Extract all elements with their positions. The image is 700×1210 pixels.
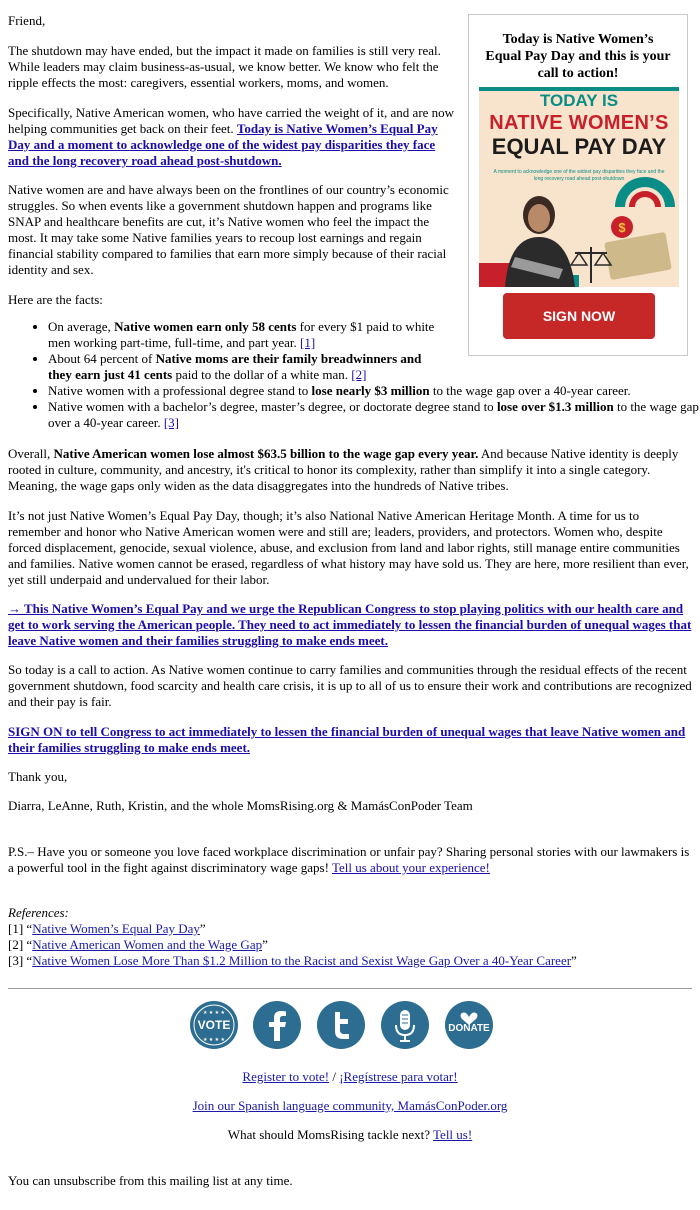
overall-paragraph: Overall, Native American women lose almost $63.5 billion to the wage gap every year. And because Native identity is deeply rooted in culture, community, and ancestry, it's critical to honor its complexity, rather than simplify it into a single category. Meaning, the wage gaps only widen as the data disaggregates into the hundreds of Native tribes. — [8, 446, 679, 493]
equal-pay-day-link[interactable]: Today is Native Women’s Equal Pay Day and a moment to acknowledge one of the widest pay disparities they face and the long recovery road ahead post-shutdown. — [8, 121, 438, 168]
poster-line-3: EQUAL PAY DAY — [491, 134, 667, 159]
sign-on-paragraph — [8, 724, 692, 756]
reference-item: [1] “Native Women’s Equal Pay Day” — [8, 921, 206, 936]
signature: Diarra, LeAnne, Ruth, Kristin, and the whole MomsRising.org & MamásConPoder Team — [8, 798, 473, 813]
register-line: Register to vote! / ¡Regístrese para votar! — [242, 1069, 458, 1084]
tell-experience-link[interactable]: Tell us about your experience! — [331, 860, 490, 875]
spanish-community-line — [0, 1098, 700, 1114]
sign-on-link[interactable]: SIGN ON to tell Congress to act immediately to lessen the financial burden of unequal wages that leave Native women and their families struggling to make ends meet. — [8, 724, 686, 755]
tackle-line: What should MomsRising tackle next? Tell us! — [227, 1127, 473, 1142]
greeting: Friend, — [8, 13, 46, 28]
reference-link-2[interactable]: [2] — [351, 367, 367, 382]
svg-text:★ ★ ★ ★: ★ ★ ★ ★ — [202, 1037, 226, 1043]
tell-us-link[interactable]: Tell us! — [433, 1127, 473, 1142]
vote-icon[interactable] — [190, 1001, 238, 1049]
svg-text:$: $ — [618, 220, 626, 235]
twitter-icon[interactable] — [317, 1001, 365, 1049]
sidebar-card — [468, 14, 688, 356]
poster-line-1: TODAY IS — [539, 91, 619, 110]
microphone-icon[interactable] — [381, 1001, 429, 1049]
fact-item: • Native women with a bachelor’s degree, master’s degree, or doctorate degree stand to lose over $1.3 million to the wage gap over a 40-year career. [3] — [48, 399, 700, 431]
reference-3-link[interactable]: Native Women Lose More Than $1.2 Million to the Racist and Sexist Wage Gap Over a 40-Year Career — [32, 953, 572, 968]
ps-paragraph: P.S.– Have you or someone you love faced workplace discrimination or unfair pay? Sharing personal stories with our lawmakers is a powerful tool in the fight against discriminatory wage gaps! Tell us about your experience! — [8, 844, 690, 875]
reference-item: [2] “Native American Women and the Wage Gap” — [8, 937, 268, 952]
reference-link-1[interactable]: [1] — [299, 335, 316, 350]
registrese-link[interactable]: ¡Regístrese para votar! — [339, 1069, 458, 1084]
poster-subtext: A moment to acknowledge one of the widest pay disparities they face and the long recovery road ahead post-shutdown — [493, 169, 665, 182]
call-to-action-paragraph: So today is a call to action. As Native women continue to carry families and communities through the residual effects of the recent government shutdown, food scarcity and health care crisis, it is up to all of us to ensure their work and contributions are recognized and their pay is fair. — [8, 662, 692, 709]
sign-now-button[interactable]: SIGN NOW — [503, 293, 655, 339]
spanish-community-link[interactable]: Join our Spanish language community, MamásConPoder.org — [192, 1098, 508, 1113]
references — [8, 905, 692, 969]
frontlines-paragraph: Native women are and have always been on the frontlines of our country’s economic struggles. So when events like a government shutdown happen and programs like SNAP and healthcare benefits are cut, it’s Native women who feel the impact the most. It may take some Native families years to recoup lost earnings and regain financial stability compared to families that earn more simply because of their racial identity and sex. — [8, 182, 449, 277]
equal-pay-day-poster[interactable] — [479, 87, 679, 287]
social-icons — [0, 1001, 700, 1051]
donate-icon[interactable] — [445, 1001, 493, 1049]
heritage-paragraph: It’s not just Native Women’s Equal Pay Day, though; it’s also National Native American Heritage Month. A time for us to remember and honor who Native American women were and still are; leaders, providers, and protectors. Women who, despite forced displacement, genocide, sexual violence, abuse, and exclusion from land and labor rights, still manage entire communities and families. Native women cannot be erased, regardless of what history may have sold us. They are here, more resilient than ever, yet still underpaid and undervalued for their labor. — [8, 508, 689, 587]
svg-text:★ ★ ★ ★: ★ ★ ★ ★ — [202, 1010, 226, 1016]
native-women-text: Specifically, Native American women, who have carried the weight of it, and are now helping communities get back on their feet. — [8, 105, 455, 136]
poster-line-2: NATIVE WOMEN’S — [489, 112, 669, 134]
intro-paragraph: The shutdown may have ended, but the impact it made on families is still very real. While leaders may claim business-as-usual, we know better. We know who felt the ripple effects the most: caregivers, essential workers, moms, and women. — [8, 43, 441, 90]
fact-item: • About 64 percent of Native moms are their family breadwinners and they earn just 41 cents paid to the dollar of a white man. [2] — [48, 351, 446, 383]
fact-item: • Native women with a professional degree stand to lose nearly $3 million to the wage gap over a 40-year career. — [48, 383, 700, 399]
thanks: Thank you, — [8, 769, 68, 784]
register-to-vote-link[interactable]: Register to vote! — [242, 1069, 330, 1084]
reference-2-link[interactable]: Native American Women and the Wage Gap — [32, 937, 263, 952]
unsubscribe-text: You can unsubscribe from this mailing list at any time. — [8, 1173, 293, 1188]
reference-link-3[interactable]: [3] — [163, 415, 180, 430]
cta-paragraph — [8, 601, 692, 649]
facts-intro: Here are the facts: — [8, 292, 103, 307]
poster-illustration — [479, 87, 679, 287]
fact-item: • On average, Native women earn only 58 cents for every $1 paid to white men working part-time, full-time, and part year. [1] — [48, 319, 446, 351]
references-heading: References: — [8, 905, 69, 920]
reference-item: [3] “Native Women Lose More Than $1.2 Million to the Racist and Sexist Wage Gap Over a 40-Year Career” — [8, 953, 577, 968]
footer-divider — [8, 988, 692, 989]
cta-link[interactable]: → This Native Women’s Equal Pay and we urge the Republican Congress to stop playing politics with our health care and get to work serving the American people. They need to act immediately to lessen the financial burden of unequal wages that leave Native women and their families struggling to make ends meet. — [8, 601, 692, 648]
vote-label: VOTE — [197, 1018, 231, 1032]
facebook-icon[interactable] — [253, 1001, 301, 1049]
reference-1-link[interactable]: Native Women’s Equal Pay Day — [32, 921, 200, 936]
native-women-paragraph — [8, 105, 458, 169]
donate-label: DONATE — [448, 1023, 490, 1034]
sidebar-title: Today is Native Women’s Equal Pay Day and this is your call to action! — [485, 32, 671, 81]
